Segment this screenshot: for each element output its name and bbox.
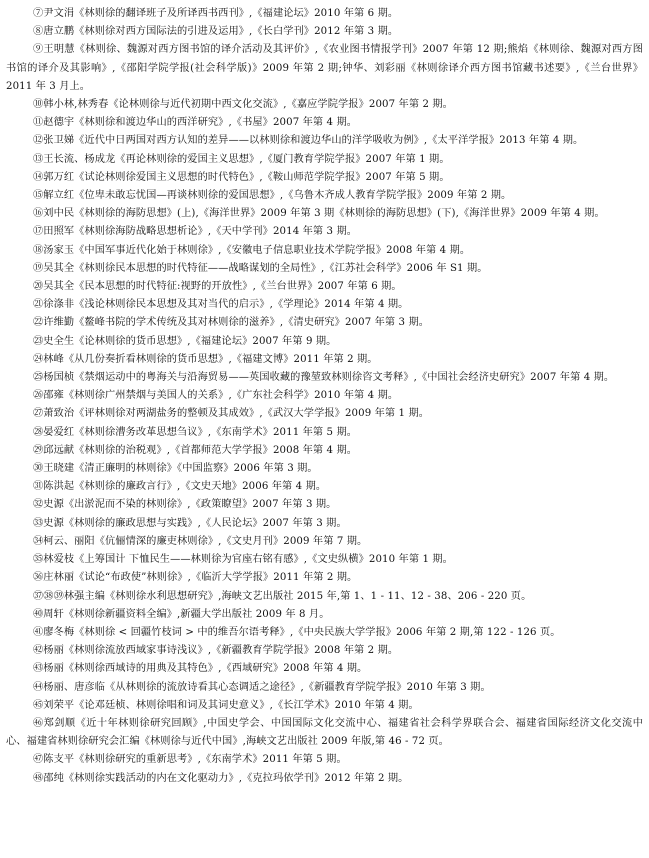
reference-item: ㉑徐涤非《浅论林则徐民本思想及其对当代的启示》,《学理论》2014 年第 4 期。 [33, 299, 409, 311]
reference-item: ⑭郭万红《试论林则徐爱国主义思想的时代特色》,《鞍山师范学院学报》2007 年第 5 期。 [33, 171, 450, 183]
reference-item: ⑪赵德宇《林则徐和渡边华山的西洋研究》,《书屋》2007 年第 4 期。 [33, 117, 358, 129]
reference-item: ㉙邱远献《林则徐的治税观》,《首都师范大学学报》2008 年第 4 期。 [33, 444, 358, 456]
reference-item: ㉜史源《出淤泥而不染的林则徐》,《政策瞭望》2007 年第 3 期。 [33, 499, 337, 511]
reference-item: ㉟林爱枝《上筹国计 下恤民生——林则徐为官座右铭有感》,《文史纵横》2010 年第 1 期。 [33, 554, 453, 566]
reference-item: ⑬王长流、杨成龙《再论林则徐的爱国主义思想》,《厦门教育学院学报》2007 年第 1 期。 [33, 153, 450, 165]
reference-item: ⑮解立红《位卑未敢忘忧国—再谈林则徐的爱国思想》,《乌鲁木齐成人教育学院学报》2009 年第 2 期。 [33, 190, 512, 202]
reference-item: ㉝史源《林则徐的廉政思想与实践》,《人民论坛》2007 年第 3 期。 [33, 517, 347, 529]
reference-item: ㉔林峰《从几份奏折看林则徐的货币思想》,《福建文博》2011 年第 2 期。 [33, 353, 378, 365]
reference-item: ㊼陈支平《林则徐研究的重新思考》,《东南学术》2011 年第 5 期。 [33, 754, 347, 766]
reference-item: ⑧唐立鹏《林则徐对西方国际法的引进及运用》,《长白学刊》2012 年第 3 期。 [33, 26, 399, 38]
reference-item: ㉓史全生《论林则徐的货币思想》,《福建论坛》2007 年第 9 期。 [33, 335, 337, 347]
reference-item: ㊹杨丽、唐彦临《从林则徐的流放诗看其心态调适之途径》,《新疆教育学院学报》2010 年第 3 期。 [33, 681, 491, 693]
reference-item: ⑩韩小林,林秀春《论林则徐与近代初期中西文化交流》,《嘉应学院学报》2007 年第 2 期。 [33, 99, 453, 111]
reference-item: ㉚王晓建《清正廉明的林则徐》《中国监察》2006 年第 3 期。 [33, 463, 318, 475]
reference-item: ⑲吴其全《林则徐民本思想的时代特征——战略谋划的全局性》,《江苏社会科学》2006 年 S1 期。 [33, 262, 488, 274]
reference-item: ㉘晏爱红《林则徐漕务改革思想刍议》,《东南学术》2011 年第 5 期。 [33, 426, 358, 438]
reference-item: ⑯刘中民《林则徐的海防思想》(上),《海洋世界》2009 年第 3 期《林则徐的海防思想》(下),《海洋世界》2009 年第 4 期。 [33, 208, 605, 220]
reference-item: ㉕杨国桢《禁烟运动中的粤海关与沿海贸易——英国收藏的豫堃致林则徐咨文考释》,《中国社会经济史研究》2007 年第 4 期。 [33, 372, 615, 384]
reference-item: ㊽邵纯《林则徐实践活动的内在文化驱动力》,《克拉玛依学刊》2012 年第 2 期。 [33, 772, 409, 784]
reference-item: ㉒许维勤《鳌峰书院的学术传统及其对林则徐的滋养》,《清史研究》2007 年第 3 期。 [33, 317, 430, 329]
reference-item: ㊲㊳㊴林强主编《林则徐水利思想研究》,海峡文艺出版社 2015 年,第 1、1 - 11、12 - 38、206 - 220 页。 [33, 590, 532, 602]
reference-item: ㊺刘荣平《论邓廷桢、林则徐唱和词及其词史意义》,《长江学术》2010 年第 4 期。 [33, 699, 419, 711]
reference-item: ⑨王明慧《林则徐、魏源对西方图书馆的译介活动及其评价》,《农业图书情报学刊》2007 年第 12 期;熊焰《林则徐、魏源对西方图书馆的译介及其影响》,《邵阳学院学报(社会科学版)》2009 年第 2 期;钟华、刘彩丽《林则徐译介西方图书馆藏书述要》,《兰台世界》2011 年 3 月上。 [6, 44, 643, 92]
reference-item: ㊱庄林丽《试论“布政使”林则徐》,《临沂大学学报》2011 年第 2 期。 [33, 572, 358, 584]
reference-item: ㊻郑剑顺《近十年林则徐研究回顾》,中国史学会、中国国际文化交流中心、福建省社会科学界联合会、福建省国际经济文化交流中心、福建省林则徐研究会汇编《林则徐与近代中国》,海峡文艺出版社 2009 年版,第 46 - 72 页。 [6, 717, 643, 748]
reference-item: ㊷杨丽《林则徐流放西域家事诗浅议》,《新疆教育学院学报》2008 年第 2 期。 [33, 645, 399, 657]
reference-item: ⑳吴其全《民本思想的时代特征:视野的开放性》,《兰台世界》2007 年第 6 期。 [33, 281, 402, 293]
reference-item: ㊵周轩《林则徐新疆资料全编》,新疆大学出版社 2009 年 8 月。 [33, 608, 330, 620]
reference-item: ㊶廖冬梅《林则徐 < 回疆竹枝词 > 中的维吾尔语考释》,《中央民族大学学报》2006 年第 2 期,第 122 - 126 页。 [33, 626, 561, 638]
reference-item: ⑱汤家玉《中国军事近代化始于林则徐》,《安徽电子信息职业技术学院学报》2008 年第 4 期。 [33, 244, 471, 256]
reference-item: ⑫张卫娣《近代中日两国对西方认知的差异——以林则徐和渡边华山的洋学吸收为例》,《太平洋学报》2013 年第 4 期。 [33, 135, 584, 147]
reference-item: ㉛陈洪起《林则徐的廉政言行》,《文史天地》2006 年第 4 期。 [33, 481, 327, 493]
reference-item: ㉞柯云、丽阳《伉俪情深的廉吏林则徐》,《文史月刊》2009 年第 7 期。 [33, 535, 368, 547]
reference-item: ⑰田照军《林则徐海防战略思想析论》,《天中学刊》2014 年第 3 期。 [33, 226, 358, 238]
reference-item: ㉗萧致治《评林则徐对两湖盐务的整顿及其成效》,《武汉大学学报》2009 年第 1 期。 [33, 408, 430, 420]
reference-item: ㉖邵雍《林则徐广州禁烟与美国人的关系》,《广东社会科学》2010 年第 4 期。 [33, 390, 399, 402]
reference-item: ㊸杨丽《林则徐西域诗的用典及其特色》,《西域研究》2008 年第 4 期。 [33, 663, 368, 675]
reference-item: ⑦尹文涓《林则徐的翻译班子及所译西书西刊》,《福建论坛》2010 年第 6 期。 [33, 8, 399, 19]
